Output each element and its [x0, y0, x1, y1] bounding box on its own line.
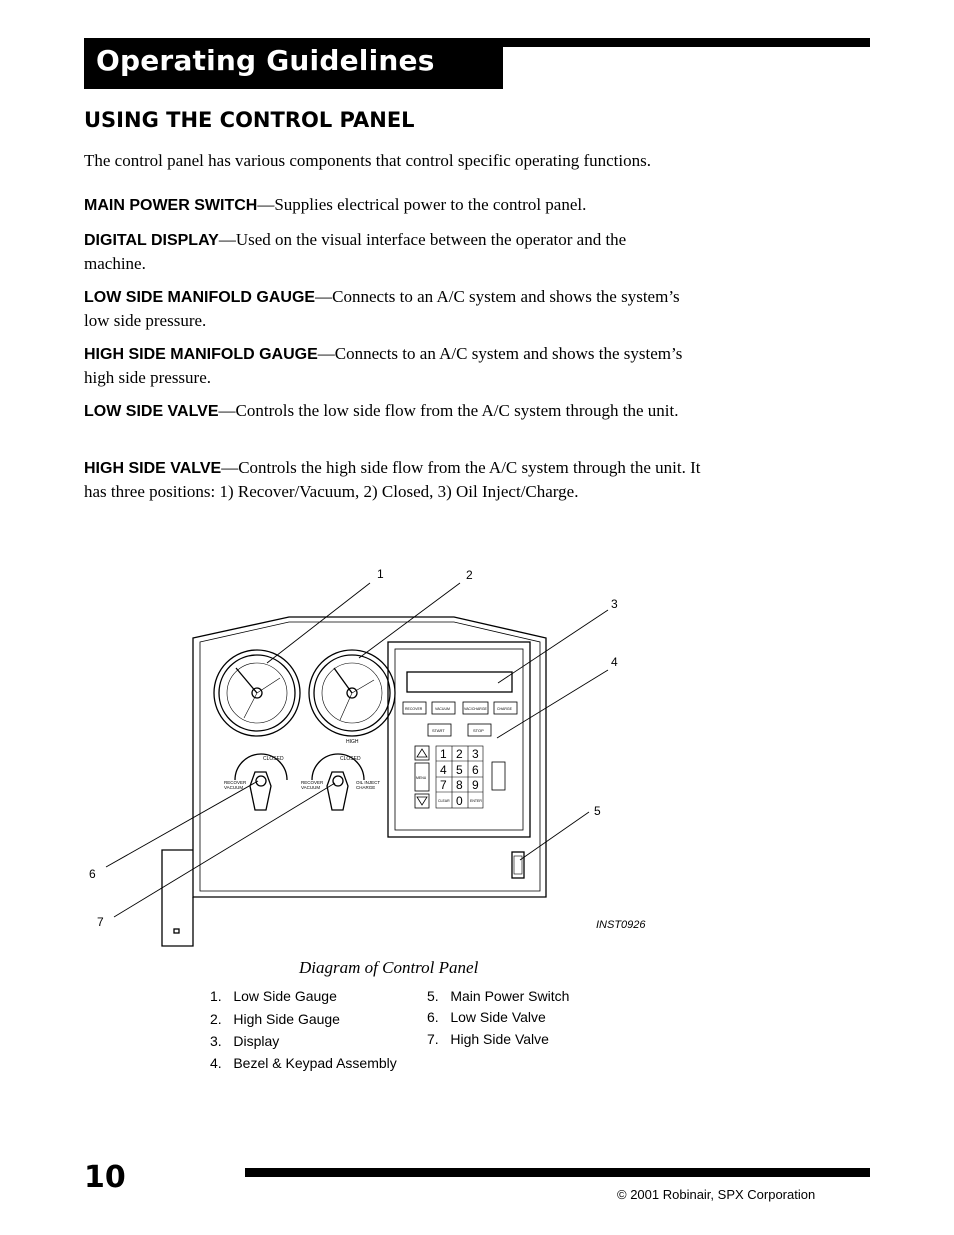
item-term: HIGH SIDE VALVE	[84, 460, 222, 477]
key-6: 6	[472, 763, 479, 777]
item-desc: —Connects to an A/C system and shows the system’s low side pressure.	[84, 287, 680, 330]
callout-5: 5	[594, 804, 601, 818]
bracket-hole	[174, 929, 179, 933]
page-title: Operating Guidelines	[96, 44, 435, 77]
high-side-gauge	[309, 650, 395, 736]
callout-6: 6	[89, 867, 96, 881]
item-desc: —Controls the high side flow from the A/C system through the unit. It has three positions: 1) Recover/Vacuum, 2) Closed, 3) Oil Inject/Charge.	[84, 458, 701, 501]
intro-paragraph: The control panel has various components that control specific operating functions.	[84, 151, 651, 170]
key-0: 0	[456, 794, 463, 808]
item-term: HIGH SIDE MANIFOLD GAUGE	[84, 346, 318, 363]
item-term: LOW SIDE VALVE	[84, 403, 219, 420]
low-side-gauge	[214, 650, 300, 736]
footer-rule	[245, 1168, 870, 1177]
item-main-power-switch	[84, 193, 724, 217]
item-desc: —Controls the low side flow from the A/C system through the unit.	[218, 401, 679, 420]
legend-item: 6. Low Side Valve	[427, 1009, 546, 1025]
legend-item: 7. High Side Valve	[427, 1031, 549, 1047]
key-5: 5	[456, 763, 463, 777]
item-digital-display	[84, 228, 684, 275]
btn-start-label: START	[432, 728, 445, 733]
legend-item: 3. Display	[210, 1033, 280, 1049]
diagram-caption: Diagram of Control Panel	[299, 958, 479, 977]
section-heading: USING THE CONTROL PANEL	[84, 108, 415, 132]
item-desc: —Used on the visual interface between the operator and the machine.	[84, 230, 627, 273]
btn-stop-label: STOP	[473, 728, 484, 733]
callout-7: 7	[97, 915, 104, 929]
btn-vacuum-label: VACUUM	[435, 707, 450, 711]
control-panel-diagram	[84, 560, 684, 955]
item-low-side-valve	[84, 399, 704, 423]
diagram-ref-code: INST0926	[596, 919, 646, 931]
key-clear: CLEAR	[438, 799, 450, 803]
btn-recover-label: RECOVER	[405, 707, 423, 711]
valve-left-closed-label: CLOSED	[263, 756, 284, 762]
digital-display	[407, 672, 512, 692]
key-8: 8	[456, 778, 463, 792]
item-term: DIGITAL DISPLAY	[84, 232, 219, 249]
legend-item: 1. Low Side Gauge	[210, 988, 337, 1004]
valve-right-closed-label: CLOSED	[340, 756, 361, 762]
item-term: MAIN POWER SWITCH	[84, 197, 258, 214]
page-number: 10	[84, 1160, 126, 1195]
key-7: 7	[440, 778, 447, 792]
item-term: LOW SIDE MANIFOLD GAUGE	[84, 289, 316, 306]
callout-2: 2	[466, 568, 473, 582]
valve-right-recover-label: RECOVER VACUUM	[301, 780, 324, 790]
callout-1: 1	[377, 567, 384, 581]
legend-item: 4. Bezel & Keypad Assembly	[210, 1055, 397, 1071]
btn-vaccharge-label: VAC/CHARGE	[464, 707, 487, 711]
key-enter: ENTER	[470, 799, 482, 803]
btn-charge-label: CHARGE	[497, 707, 512, 711]
side-bracket	[162, 850, 193, 946]
key-1: 1	[440, 747, 447, 761]
key-9: 9	[472, 778, 479, 792]
key-4: 4	[440, 763, 447, 777]
leader-lines	[106, 583, 608, 917]
callout-3: 3	[611, 597, 618, 611]
legend-item: 5. Main Power Switch	[427, 988, 570, 1004]
item-low-side-gauge	[84, 285, 704, 332]
copyright: © 2001 Robinair, SPX Corporation	[617, 1187, 816, 1202]
item-high-side-valve	[84, 456, 724, 503]
key-3: 3	[472, 747, 479, 761]
item-high-side-gauge	[84, 342, 704, 389]
valve-left-recover-label: RECOVER VACUUM	[224, 780, 247, 790]
callout-4: 4	[611, 655, 618, 669]
item-desc: —Supplies electrical power to the control panel.	[257, 195, 587, 214]
legend-item: 2. High Side Gauge	[210, 1011, 340, 1027]
gauge-high-label: HIGH	[346, 739, 359, 745]
key-2: 2	[456, 747, 463, 761]
btn-menu-label: MENU	[416, 776, 427, 780]
item-desc: —Connects to an A/C system and shows the system’s high side pressure.	[84, 344, 683, 387]
valve-right-oil-label: OIL INJECT CHARGE	[356, 780, 381, 790]
